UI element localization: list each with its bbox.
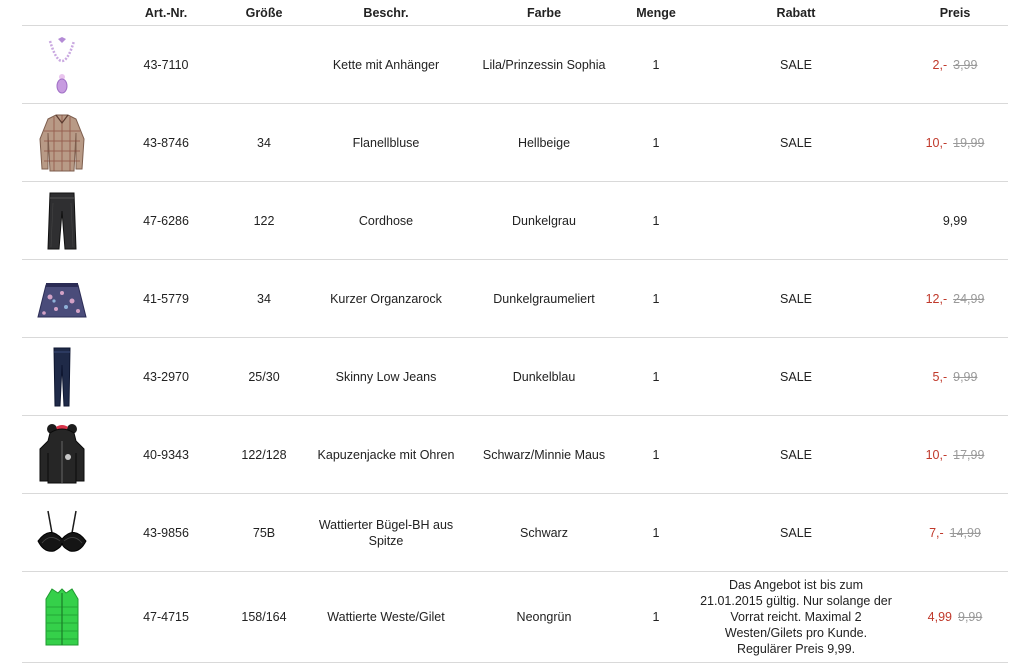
color: Hellbeige	[517, 135, 571, 150]
original-price: 3,99	[953, 57, 978, 72]
size: 75B	[252, 525, 276, 540]
skinny-jeans-image[interactable]	[34, 345, 90, 409]
price	[926, 292, 985, 306]
sale-price: 7,-	[929, 525, 944, 540]
cord-pants-image[interactable]	[34, 189, 90, 253]
header-groesse: Größe	[245, 6, 283, 20]
header-preis: Preis	[939, 6, 971, 20]
color: Neongrün	[516, 610, 572, 624]
discount-note: Das Angebot ist bis zum 21.01.2015 gültig. Nur solange der Vorrat reicht. Maximal 2 Westen/Gilets pro Kunde. Regulärer Preis 9,99.	[700, 578, 892, 656]
discount: SALE	[780, 291, 812, 306]
art-nr: 43-7110	[143, 57, 189, 72]
size: 34	[257, 291, 271, 306]
quantity: 1	[652, 369, 660, 384]
art-nr: 43-8746	[143, 135, 189, 150]
art-nr: 40-9343	[143, 447, 189, 462]
header-beschreibung: Beschr.	[363, 6, 409, 20]
size: 158/164	[241, 610, 287, 624]
discount: SALE	[780, 369, 812, 384]
original-price: 19,99	[953, 135, 985, 150]
color: Schwarz	[520, 525, 568, 540]
original-price: 14,99	[949, 525, 981, 540]
header-art-nr: Art.-Nr.	[144, 6, 188, 20]
price: 9,99	[942, 213, 968, 228]
table-row	[22, 571, 1008, 663]
table-row	[22, 103, 1008, 181]
hooded-jacket-image[interactable]	[34, 423, 90, 487]
color: Dunkelgrau	[512, 213, 576, 228]
art-nr: 43-2970	[143, 369, 189, 384]
sale-price: 4,99	[927, 610, 952, 624]
original-price: 17,99	[953, 447, 985, 462]
price	[933, 370, 978, 384]
flannel-blouse-image[interactable]	[34, 111, 90, 175]
size: 122	[253, 213, 275, 228]
price	[933, 58, 978, 72]
price	[926, 448, 985, 462]
color: Dunkelgraumeliert	[493, 291, 595, 306]
table-row	[22, 493, 1008, 571]
description: Wattierte Weste/Gilet	[327, 610, 445, 624]
art-nr: 47-6286	[143, 213, 189, 228]
art-nr: 41-5779	[143, 291, 189, 306]
padded-vest-image[interactable]	[34, 582, 90, 652]
size: 25/30	[248, 369, 280, 384]
art-nr: 47-4715	[143, 610, 189, 624]
description: Skinny Low Jeans	[335, 369, 437, 384]
original-price: 24,99	[953, 291, 985, 306]
description: Flanellbluse	[352, 135, 420, 150]
sale-price: 12,-	[925, 291, 948, 306]
price	[929, 526, 981, 540]
description: Wattierter Bügel-BH aus Spitze	[318, 517, 454, 548]
discount: SALE	[780, 57, 812, 72]
table-row	[22, 415, 1008, 493]
color: Lila/Prinzessin Sophia	[482, 57, 606, 72]
sale-price: 5,-	[932, 369, 948, 384]
discount: SALE	[780, 525, 812, 540]
lace-bra-image[interactable]	[34, 501, 90, 565]
art-nr: 43-9856	[143, 525, 189, 540]
original-price: 9,99	[958, 610, 983, 624]
quantity: 1	[652, 525, 660, 540]
sale-price: 10,-	[925, 447, 948, 462]
header-farbe: Farbe	[526, 6, 562, 20]
quantity: 1	[652, 213, 660, 228]
sale-price: 2,-	[932, 57, 948, 72]
quantity: 1	[652, 57, 660, 72]
price	[928, 610, 983, 624]
quantity: 1	[652, 610, 660, 624]
table-row	[22, 181, 1008, 259]
description: Cordhose	[358, 213, 414, 228]
description: Kurzer Organzarock	[330, 291, 442, 306]
quantity: 1	[652, 291, 660, 306]
order-table	[22, 25, 1008, 663]
color: Schwarz/Minnie Maus	[482, 447, 606, 462]
header-menge: Menge	[636, 6, 676, 20]
description: Kapuzenjacke mit Ohren	[317, 447, 455, 462]
price	[926, 136, 985, 150]
organza-skirt-image[interactable]	[34, 267, 90, 331]
table-row	[22, 337, 1008, 415]
size: 122/128	[241, 447, 287, 462]
quantity: 1	[652, 135, 660, 150]
original-price: 9,99	[953, 369, 978, 384]
table-row	[22, 25, 1008, 103]
necklace-image[interactable]	[34, 33, 90, 97]
color: Dunkelblau	[512, 369, 576, 384]
table-row	[22, 259, 1008, 337]
discount: SALE	[780, 135, 812, 150]
discount: SALE	[780, 447, 812, 462]
table-header	[0, 0, 1024, 26]
description: Kette mit Anhänger	[332, 57, 440, 72]
quantity: 1	[652, 447, 660, 462]
sale-price: 10,-	[925, 135, 948, 150]
size: 34	[257, 135, 271, 150]
header-rabatt: Rabatt	[776, 6, 816, 20]
